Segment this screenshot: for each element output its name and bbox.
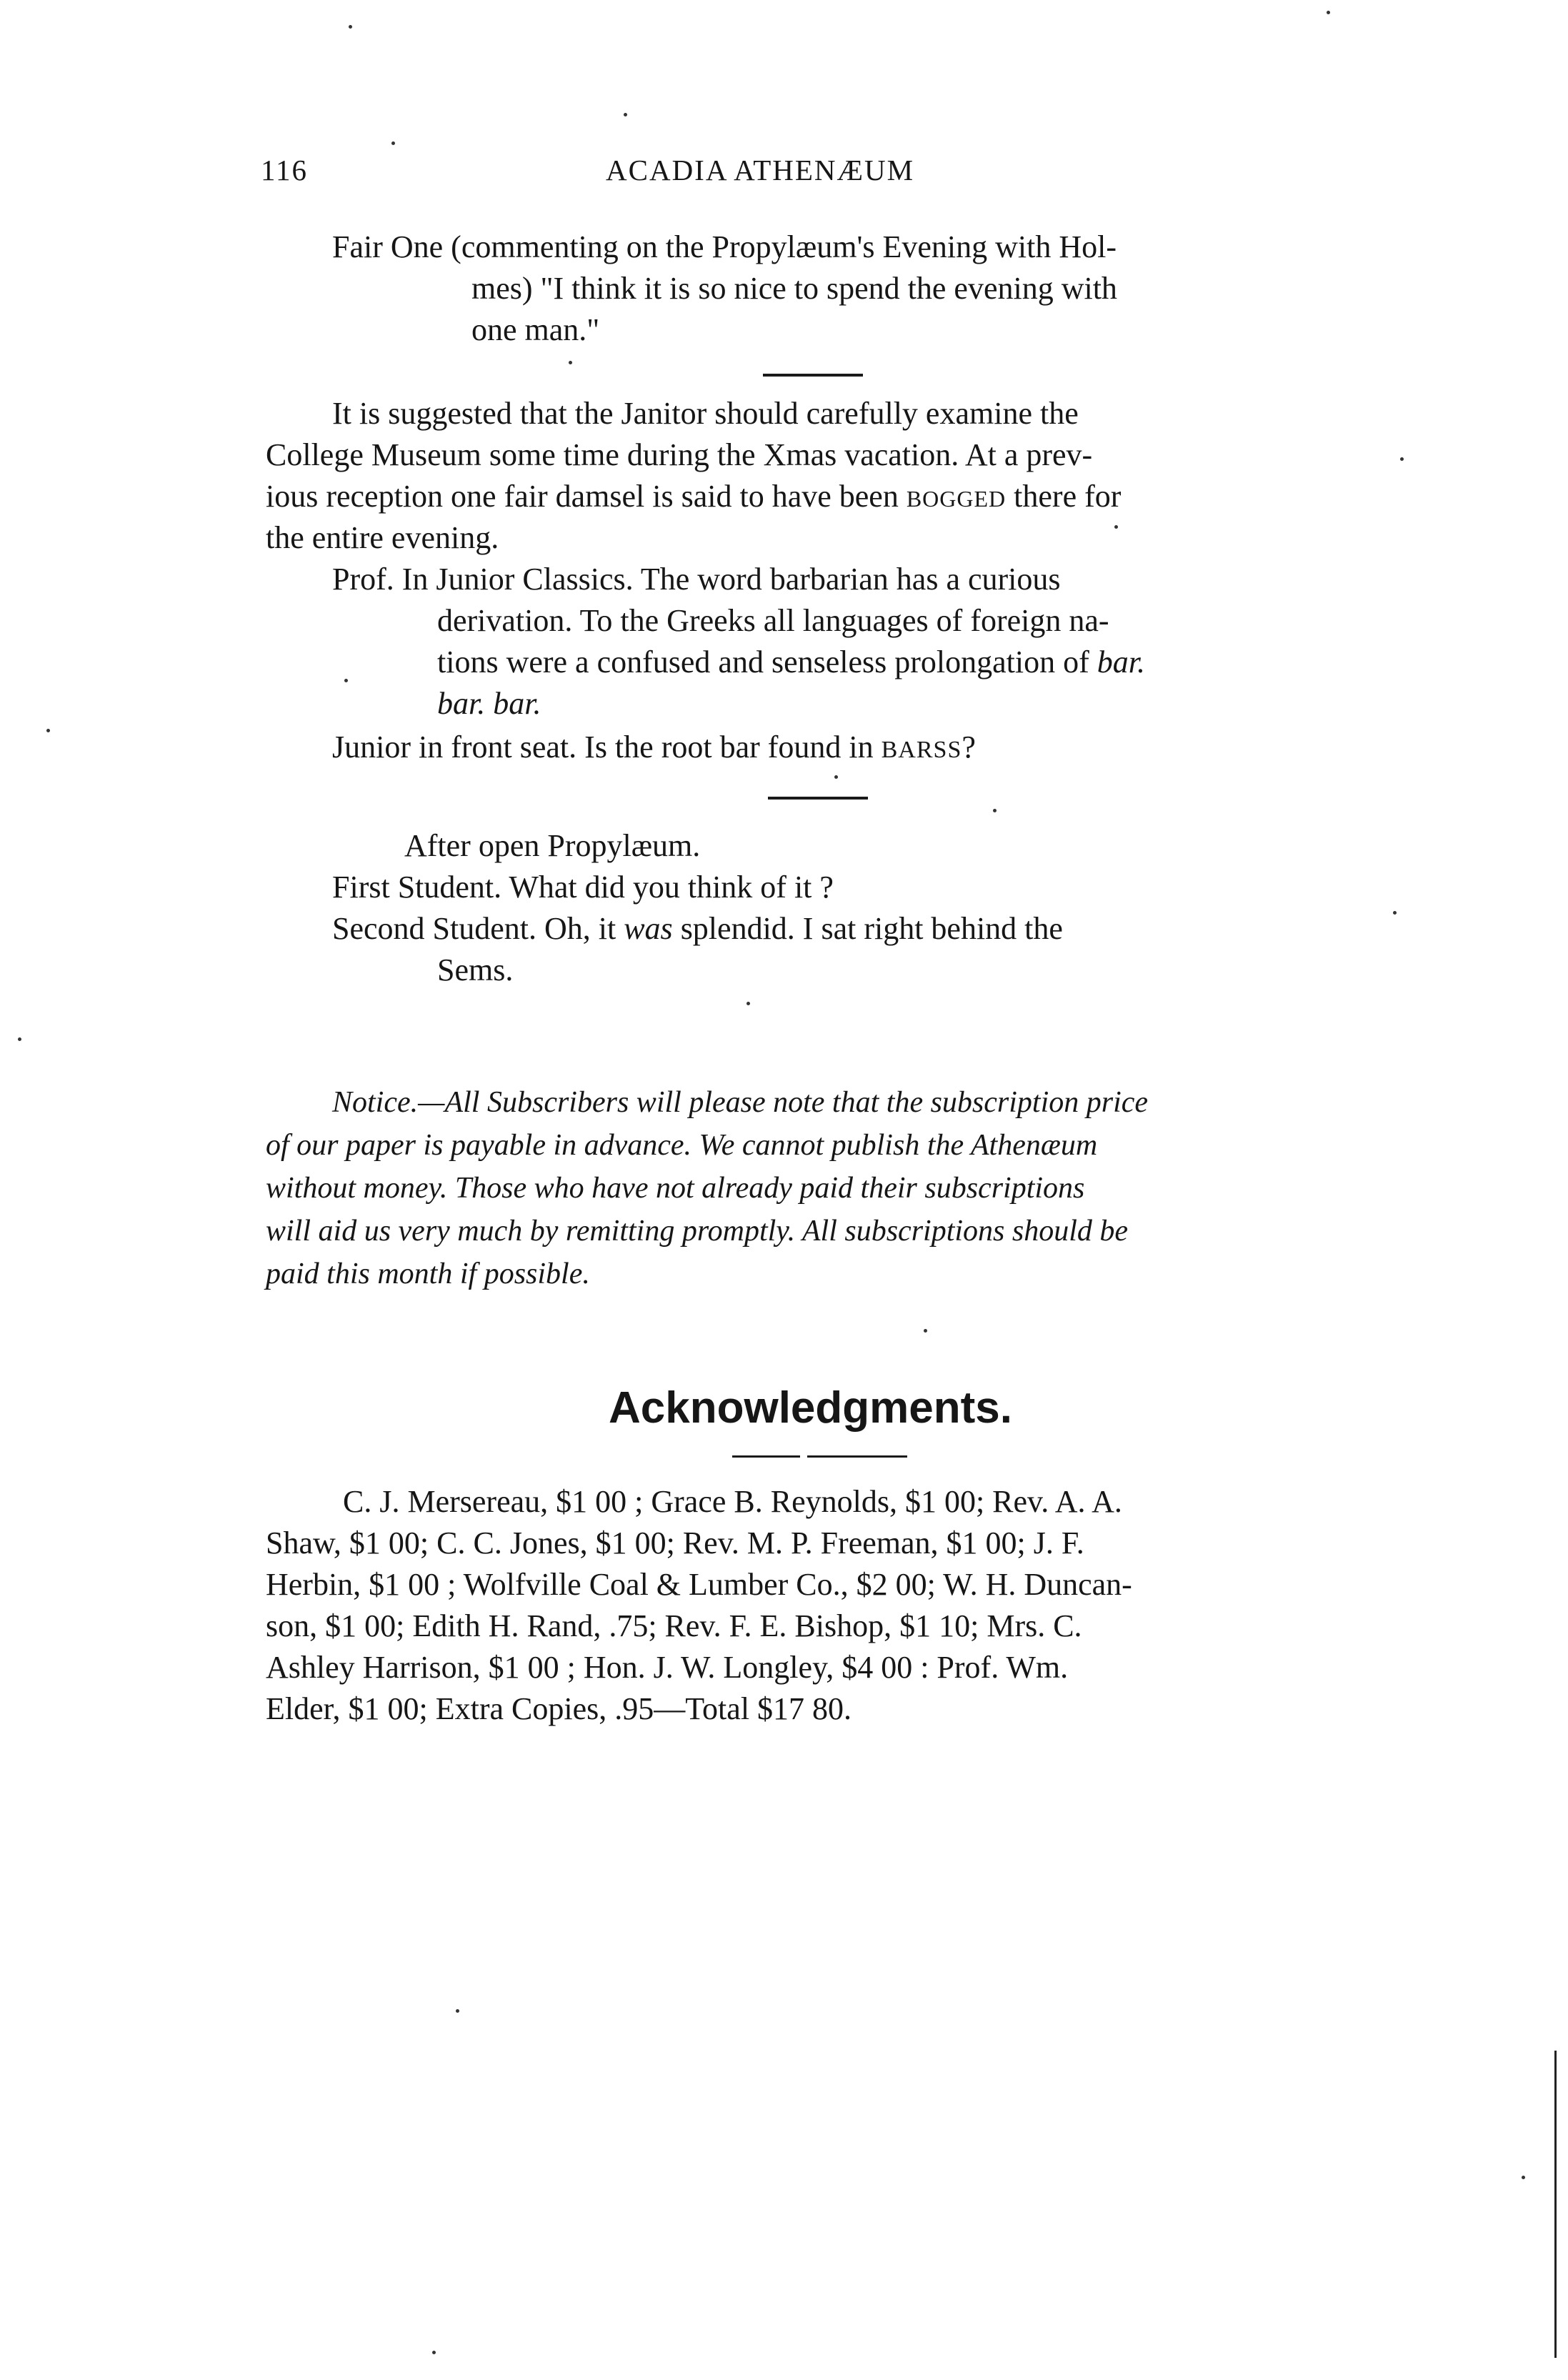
- scan-speck: [391, 141, 395, 145]
- ack-line-1: C. J. Mersereau, $1 00 ; Grace B. Reynolds, $1 00; Rev. A. A.: [343, 1484, 1122, 1519]
- prof-line-1: Prof. In Junior Classics. The word barbarian has a curious: [332, 562, 1061, 597]
- prof-line-4: bar. bar.: [437, 686, 541, 721]
- junior-line: Junior in front seat. Is the root bar found in BARSS?: [332, 730, 976, 765]
- janitor-line-4: the entire evening.: [266, 520, 499, 555]
- ack-line-3: Herbin, $1 00 ; Wolfville Coal & Lumber Co., $2 00; W. H. Duncan-: [266, 1567, 1132, 1602]
- scan-speck: [993, 809, 997, 812]
- page-number: 116: [261, 154, 308, 186]
- scan-speck: [569, 361, 572, 364]
- section-rule: [768, 797, 868, 800]
- scan-speck: [1522, 2176, 1525, 2179]
- scan-speck: [1400, 457, 1404, 461]
- section-rule: [763, 374, 863, 377]
- scan-speck: [746, 1002, 750, 1005]
- scan-speck: [432, 2351, 436, 2354]
- title-rule-left: [732, 1455, 800, 1458]
- title-rule-right: [807, 1455, 907, 1458]
- after-line-4: Sems.: [437, 952, 514, 987]
- janitor-line-1: It is suggested that the Janitor should carefully examine the: [332, 396, 1079, 431]
- notice-line-5: paid this month if possible.: [266, 1258, 590, 1290]
- notice-line-4: will aid us very much by remitting promptly. All subscriptions should be: [266, 1215, 1129, 1248]
- ack-line-2: Shaw, $1 00; C. C. Jones, $1 00; Rev. M. P. Freeman, $1 00; J. F.: [266, 1525, 1084, 1560]
- scan-speck: [1393, 911, 1397, 915]
- scan-speck: [924, 1329, 927, 1333]
- ack-line-4: son, $1 00; Edith H. Rand, .75; Rev. F. E. Bishop, $1 10; Mrs. C.: [266, 1608, 1082, 1643]
- after-line-1: After open Propylæum.: [404, 828, 701, 863]
- janitor-line-3: ious reception one fair damsel is said to have been BOGGED there for: [266, 479, 1122, 514]
- scan-speck: [456, 2009, 459, 2013]
- scan-speck: [344, 679, 348, 682]
- fair-one-line-2: mes) "I think it is so nice to spend the evening with: [471, 271, 1117, 306]
- scan-speck: [18, 1037, 21, 1041]
- prof-line-2: derivation. To the Greeks all languages of foreign na-: [437, 603, 1109, 638]
- fair-one-line-1: Fair One (commenting on the Propylæum's Evening with Hol-: [332, 229, 1117, 264]
- after-line-3: Second Student. Oh, it was splendid. I sat right behind the: [332, 911, 1063, 946]
- notice-line-3: without money. Those who have not already paid their subscriptions: [266, 1172, 1085, 1205]
- notice-line-2: of our paper is payable in advance. We cannot publish the Athenæum: [266, 1129, 1098, 1162]
- ack-line-6: Elder, $1 00; Extra Copies, .95—Total $17 80.: [266, 1691, 852, 1726]
- scan-speck: [46, 729, 50, 732]
- fair-one-line-3: one man.": [471, 312, 600, 347]
- scan-edge-line: [1554, 2051, 1557, 2358]
- scan-speck: [1114, 525, 1118, 529]
- scan-speck: [349, 25, 352, 29]
- janitor-line-2: College Museum some time during the Xmas vacation. At a prev-: [266, 437, 1093, 472]
- acknowledgments-title: Acknowledgments.: [609, 1383, 1012, 1433]
- notice-line-1: Notice.—All Subscribers will please note that the subscription price: [332, 1086, 1149, 1119]
- ack-line-5: Ashley Harrison, $1 00 ; Hon. J. W. Longley, $4 00 : Prof. Wm.: [266, 1650, 1069, 1685]
- prof-line-3: tions were a confused and senseless prolongation of bar.: [437, 644, 1146, 679]
- running-head: ACADIA ATHENÆUM: [606, 154, 915, 186]
- after-line-2: First Student. What did you think of it ?: [332, 870, 834, 905]
- scan-speck: [1327, 11, 1330, 14]
- scan-speck: [834, 775, 838, 779]
- scan-speck: [624, 113, 627, 116]
